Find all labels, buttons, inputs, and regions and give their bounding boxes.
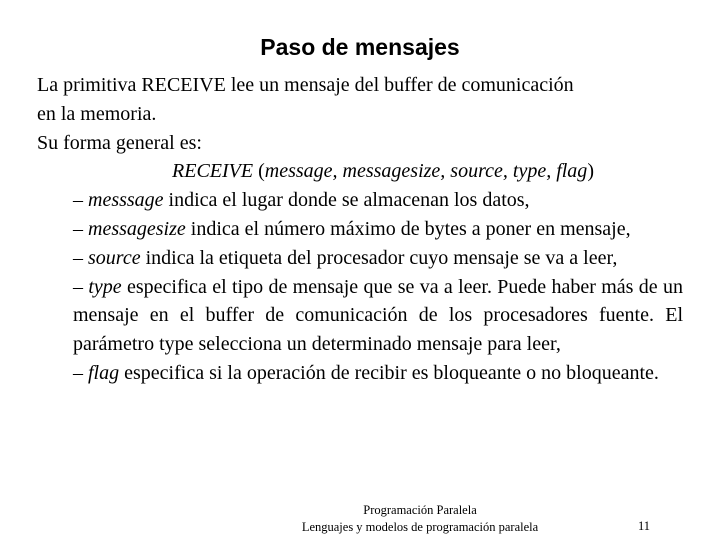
slide-footer bbox=[270, 502, 570, 536]
page-number: 11 bbox=[638, 519, 651, 533]
param-description: indica el lugar donde se almacenan los datos, bbox=[163, 189, 530, 212]
param-item-message bbox=[73, 186, 683, 215]
item-dash: – bbox=[73, 189, 88, 212]
slide-body bbox=[37, 71, 687, 388]
slide-title: Paso de mensajes bbox=[260, 34, 460, 60]
item-dash: – bbox=[73, 217, 88, 240]
item-dash: – bbox=[73, 246, 88, 269]
formula-args: message, messagesize, source, type, flag bbox=[264, 160, 588, 183]
param-description: especifica el tipo de mensaje que se va a leer. Puede haber más de un mensaje en el buffer de comunicación de los procesadores fuente. El parámetro type selecciona un determinado mensaje para leer, bbox=[73, 275, 683, 356]
footer-topic: Lenguajes y modelos de programación paralela bbox=[301, 520, 539, 534]
intro-line-2: en la memoria. bbox=[37, 102, 157, 125]
param-description: indica la etiqueta del procesador cuyo mensaje se va a leer, bbox=[140, 246, 618, 269]
intro-line-1: La primitiva RECEIVE lee un mensaje del buffer de comunicación bbox=[37, 74, 574, 96]
param-description: especifica si la operación de recibir es bloqueante o no bloqueante. bbox=[119, 361, 659, 384]
receive-signature bbox=[37, 157, 687, 186]
intro-line-3: Su forma general es: bbox=[37, 131, 202, 154]
formula-close-paren: ) bbox=[587, 160, 594, 183]
footer-course: Programación Paralela bbox=[363, 503, 477, 517]
param-term: messagesize bbox=[88, 217, 186, 240]
param-item-flag bbox=[73, 359, 683, 388]
param-item-source bbox=[73, 244, 683, 273]
param-item-type bbox=[73, 273, 683, 359]
item-dash: – bbox=[73, 275, 89, 298]
formula-name: RECEIVE bbox=[172, 160, 254, 183]
param-term: source bbox=[88, 246, 141, 269]
param-term: messsage bbox=[88, 189, 164, 212]
param-description: indica el número máximo de bytes a poner en mensaje, bbox=[185, 217, 631, 240]
param-term: type bbox=[88, 275, 122, 298]
formula-open-paren: ( bbox=[258, 160, 265, 183]
param-term: flag bbox=[88, 361, 120, 384]
item-dash: – bbox=[73, 361, 88, 384]
param-item-messagesize bbox=[73, 215, 683, 244]
